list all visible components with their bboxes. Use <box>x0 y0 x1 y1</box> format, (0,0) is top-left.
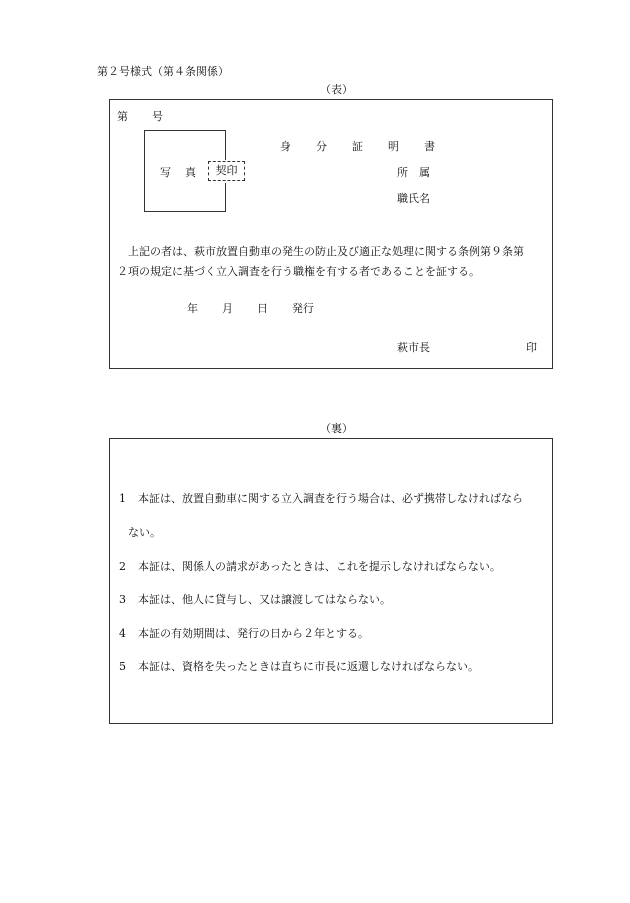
date-issued: 発行 <box>292 302 314 315</box>
item-text: 本証の有効期間は、発行の日から２年とする。 <box>138 627 369 640</box>
body-line-2: ２項の規定に基づく立入調査を行う職権を有する者であることを証する。 <box>117 265 480 278</box>
item-number: 4 <box>119 627 126 640</box>
photo-frame-edge <box>225 130 226 160</box>
front-side-label: （表） <box>320 83 353 96</box>
photo-char: 写 <box>160 166 171 179</box>
title-char: 書 <box>424 140 435 153</box>
number-suffix: 号 <box>152 110 163 123</box>
date-day: 日 <box>257 302 268 315</box>
photo-char: 真 <box>185 166 196 179</box>
item-text: 本証は、他人に貸与し、又は譲渡してはならない。 <box>138 593 391 606</box>
name-label: 職氏名 <box>397 192 430 205</box>
item-number: 3 <box>119 593 126 606</box>
issuer: 萩市長 <box>397 341 430 354</box>
item-text: 本証は、関係人の請求があったときは、これを提示しなければならない。 <box>138 560 501 573</box>
back-side-label: （裏） <box>320 422 353 435</box>
item-number: 5 <box>119 660 126 673</box>
item-text-continued: ない。 <box>128 526 161 539</box>
title-char: 身 <box>280 140 291 153</box>
item-number: 1 <box>119 492 126 505</box>
item-number: 2 <box>119 560 126 573</box>
form-number: 第２号様式（第４条関係） <box>97 65 229 78</box>
photo-frame-edge <box>225 183 226 212</box>
seal-box: 契印 <box>208 161 245 181</box>
item-text: 本証は、放置自動車に関する立入調査を行う場合は、必ず携帯しなければなら <box>138 492 523 505</box>
date-year: 年 <box>187 302 198 315</box>
back-card <box>109 438 553 724</box>
issuer-seal: 印 <box>526 341 537 354</box>
item-text: 本証は、資格を失ったときは直ちに市長に返還しなければならない。 <box>138 660 479 673</box>
title-char: 明 <box>388 140 399 153</box>
title-char: 分 <box>316 140 327 153</box>
front-card <box>109 99 553 369</box>
date-month: 月 <box>222 302 233 315</box>
number-label: 第 <box>117 110 128 123</box>
title-char: 証 <box>352 140 363 153</box>
affiliation-label: 所 属 <box>397 166 430 179</box>
body-line-1: 上記の者は、萩市放置自動車の発生の防止及び適正な処理に関する条例第９条第 <box>128 245 524 258</box>
